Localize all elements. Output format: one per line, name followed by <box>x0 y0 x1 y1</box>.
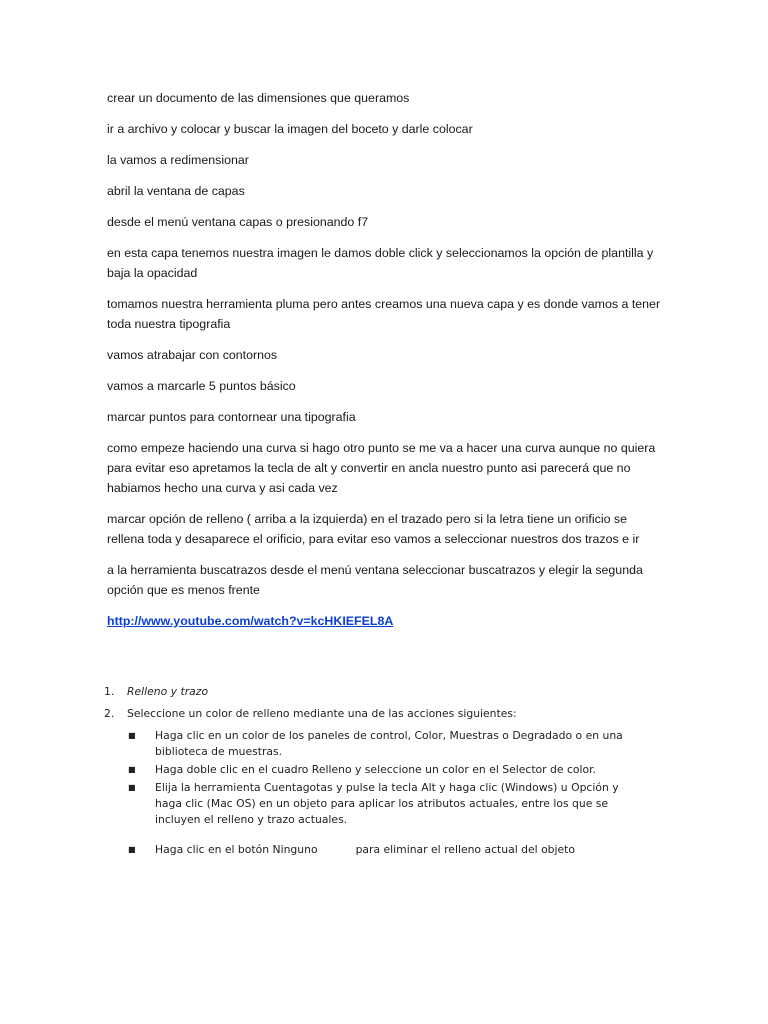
step-item <box>104 684 664 700</box>
bullet-text-before: Haga clic en el botón Ninguno <box>155 843 318 856</box>
note-paragraph: como empeze haciendo una curva si hago otro punto se me va a hacer una curva aunque no quiera para evitar eso apretamos la tecla de alt y convertir en ancla nuestro punto asi parecerá que no habiamos hecho una curva y asi cada vez <box>107 441 656 495</box>
step-text: Seleccione un color de relleno mediante una de las acciones siguientes: <box>127 707 517 720</box>
square-bullet-icon: ■ <box>128 765 136 774</box>
step-text: Relleno y trazo <box>127 685 209 698</box>
step-number: 1. <box>104 685 115 698</box>
note-paragraph: vamos atrabajar con contornos <box>107 348 278 362</box>
note-paragraph: abril la ventana de capas <box>107 184 245 198</box>
bullet-list <box>128 728 664 858</box>
bullet-text: Haga doble clic en el cuadro Relleno y seleccione un color en el Selector de color. <box>155 763 596 776</box>
list-item <box>128 762 628 778</box>
note-paragraph: en esta capa tenemos nuestra imagen le damos doble click y seleccionamos la opción de plantilla y baja la opacidad <box>107 246 654 280</box>
note-paragraph: desde el menú ventana capas o presionando f7 <box>107 215 369 229</box>
bullet-text: Elija la herramienta Cuentagotas y pulse la tecla Alt y haga clic (Windows) u Opción y haga clic (Mac OS) en un objeto para aplicar los atributos actuales, entre los que se incluyen el relleno y trazo actuales. <box>155 781 619 826</box>
square-bullet-icon: ■ <box>128 731 136 740</box>
square-bullet-icon: ■ <box>128 845 136 854</box>
link-paragraph <box>107 611 667 631</box>
square-bullet-icon: ■ <box>128 783 136 792</box>
note-paragraph: tomamos nuestra herramienta pluma pero antes creamos una nueva capa y es donde vamos a tener toda nuestra tipografia <box>107 297 661 331</box>
bullet-text-after: para eliminar el relleno actual del objeto <box>355 843 576 856</box>
bullet-text <box>155 842 628 858</box>
note-paragraph: marcar puntos para contornear una tipografia <box>107 410 356 424</box>
notes-section <box>107 88 667 642</box>
bullet-text: Haga clic en un color de los paneles de control, Color, Muestras o Degradado o en una biblioteca de muestras. <box>155 729 623 758</box>
youtube-link[interactable]: http://www.youtube.com/watch?v=kcHKIEFEL8A <box>107 614 394 628</box>
list-item <box>128 842 628 858</box>
list-item <box>128 728 628 760</box>
note-paragraph: marcar opción de relleno ( arriba a la izquierda) en el trazado pero si la letra tiene un orificio se rellena toda y desaparece el orificio, para evitar eso vamos a seleccionar nuestros dos trazos e ir <box>107 512 640 546</box>
note-paragraph: crear un documento de las dimensiones que queramos <box>107 91 410 105</box>
note-paragraph: vamos a marcarle 5 puntos básico <box>107 379 296 393</box>
step-number: 2. <box>104 707 115 720</box>
note-paragraph: la vamos a redimensionar <box>107 153 249 167</box>
list-item <box>128 780 628 828</box>
note-paragraph: ir a archivo y colocar y buscar la imagen del boceto y darle colocar <box>107 122 473 136</box>
steps-section <box>104 684 664 860</box>
step-item <box>104 706 664 722</box>
note-paragraph: a la herramienta buscatrazos desde el menú ventana seleccionar buscatrazos y elegir la segunda opción que es menos frente <box>107 563 643 597</box>
